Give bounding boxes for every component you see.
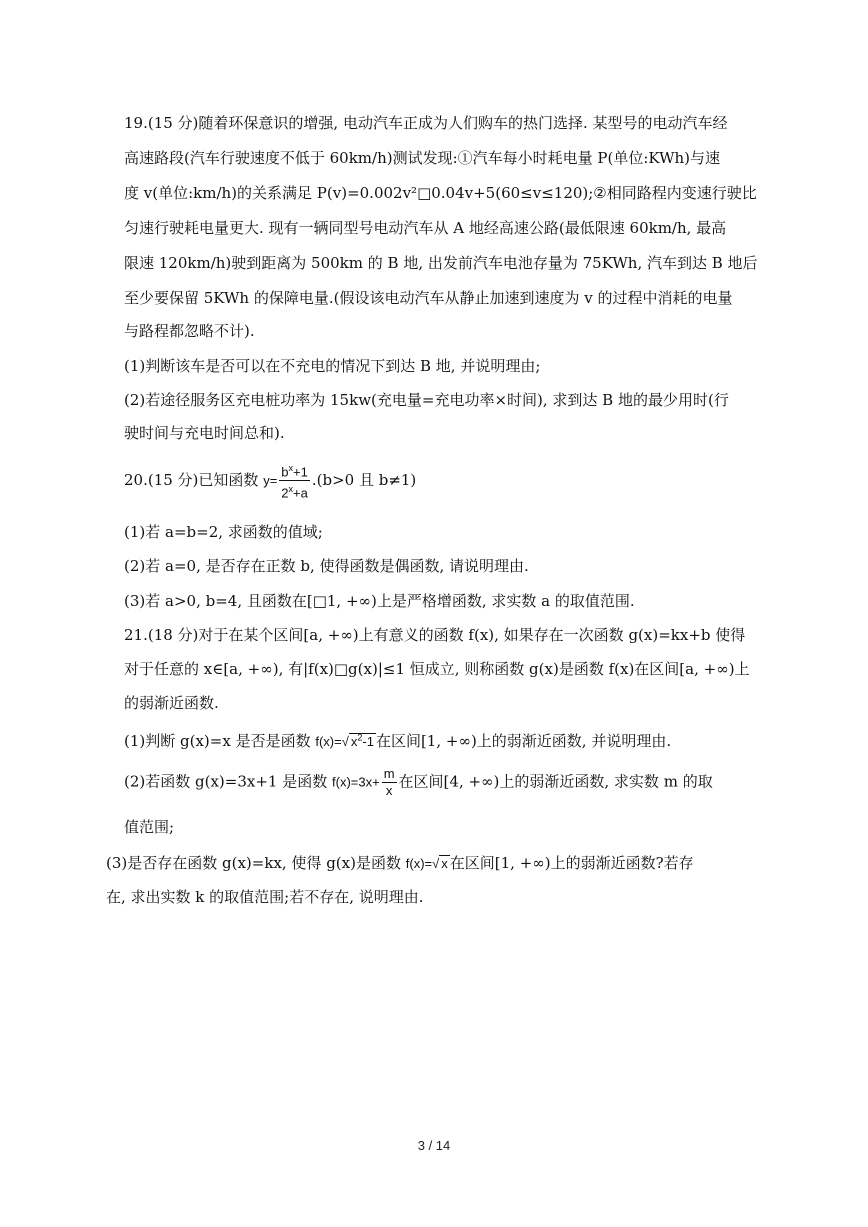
q19-part-2-line-2: 驶时间与充电时间总和). [124, 424, 285, 442]
q21-p1-function: f(x)= [315, 734, 342, 749]
q21-p2-fraction: $\frac{m}{x}$ [383, 766, 395, 798]
q20-tail: .(b>0 且 b≠1) [311, 470, 417, 489]
q21-line-2: 对于任意的 x∈[a, +∞), 有|f(x)□g(x)|≤1 恒成立, 则称函数 g(x)是函数 f(x)在区间[a, +∞)上 [124, 660, 750, 678]
q19-line-7: 与路程都忽略不计). [124, 322, 255, 340]
q20-part-2: (2)若 a=0, 是否存在正数 b, 使得函数是偶函数, 请说明理由. [124, 557, 529, 575]
q21-part-1: (1)判断 g(x)=x 是否是函数 f(x)=√ $x^2-1$ 在区间[1, +∞)上的弱渐近函数, 并说明理由. [124, 732, 672, 750]
q19-line-1: 19.(15 分)随着环保意识的增强, 电动汽车正成为人们购车的热门选择. 某型号的电动汽车经 [124, 114, 728, 132]
q19-part-2-line-1: (2)若途径服务区充电桩功率为 15kw(充电量=充电功率×时间), 求到达 B 地的最少用时(行 [124, 391, 729, 409]
q21-p3-sqrt: √ x [432, 856, 448, 871]
q20-y: y= [263, 472, 278, 488]
q21-part-2: (2)若函数 g(x)=3x+1 是函数 f(x)=3x+ $\frac{m}{x}$ 在区间[4, +∞)上的弱渐近函数, 求实数 m 的取 [124, 766, 713, 798]
q20-part-1: (1)若 a=b=2, 求函数的值域; [124, 523, 323, 541]
q20-head: 20.(15 分)已知函数 [124, 470, 264, 489]
q19-line-6: 至少要保留 5KWh 的保障电量.(假设该电动汽车从静止加速到速度为 v 的过程中消耗的电量 [124, 289, 733, 307]
q21-line-3: 的弱渐近函数. [124, 694, 219, 712]
q20-denominator: $2^x+a$ [281, 484, 308, 501]
q19-line-5: 限速 120km/h)驶到距离为 500km 的 B 地, 出发前汽车电池存量为 75KWh, 汽车到达 B 地后 [124, 254, 758, 272]
page-number: 3 / 14 [417, 1138, 451, 1153]
q21-line-1: 21.(18 分)对于在某个区间[a, +∞)上有意义的函数 f(x), 如果存在一次函数 g(x)=kx+b 使得 [124, 626, 746, 644]
q19-line-2: 高速路段(汽车行驶速度不低于 60km/h)测试发现:①汽车每小时耗电量 P(单位:KWh)与速 [124, 149, 721, 167]
q21-p1-sqrt: √ $x^2-1$ [341, 732, 374, 749]
q20-stem [124, 460, 416, 502]
q21-part-2-cont: 值范围; [124, 818, 175, 836]
q21-part-3: (3)是否存在函数 g(x)=kx, 使得 g(x)是函数 f(x)=√ x 在区间[1, +∞)上的弱渐近函数?若存 [106, 854, 694, 872]
q21-p3-function: f(x)= [405, 856, 433, 871]
q19-line-3: 度 v(单位:km/h)的关系满足 P(v)=0.002v²□0.04v+5(60≤v≤120);②相同路程内变速行驶比 [124, 184, 757, 202]
q21-part-3-cont: 在, 求出实数 k 的取值范围;若不存在, 说明理由. [106, 888, 424, 906]
q21-p2-function: f(x)=3x+ [332, 774, 380, 790]
q20-part-3: (3)若 a>0, b=4, 且函数在[□1, +∞)上是严格增函数, 求实数 a 的取值范围. [124, 592, 635, 610]
q20-fraction [279, 460, 310, 502]
q19-part-1: (1)判断该车是否可以在不充电的情况下到达 B 地, 并说明理由; [124, 357, 541, 375]
q19-line-4: 匀速行驶耗电量更大. 现有一辆同型号电动汽车从 A 地经高速公路(最低限速 60km/h, 最高 [124, 219, 727, 237]
q20-numerator: $b^x+1$ [279, 460, 310, 481]
